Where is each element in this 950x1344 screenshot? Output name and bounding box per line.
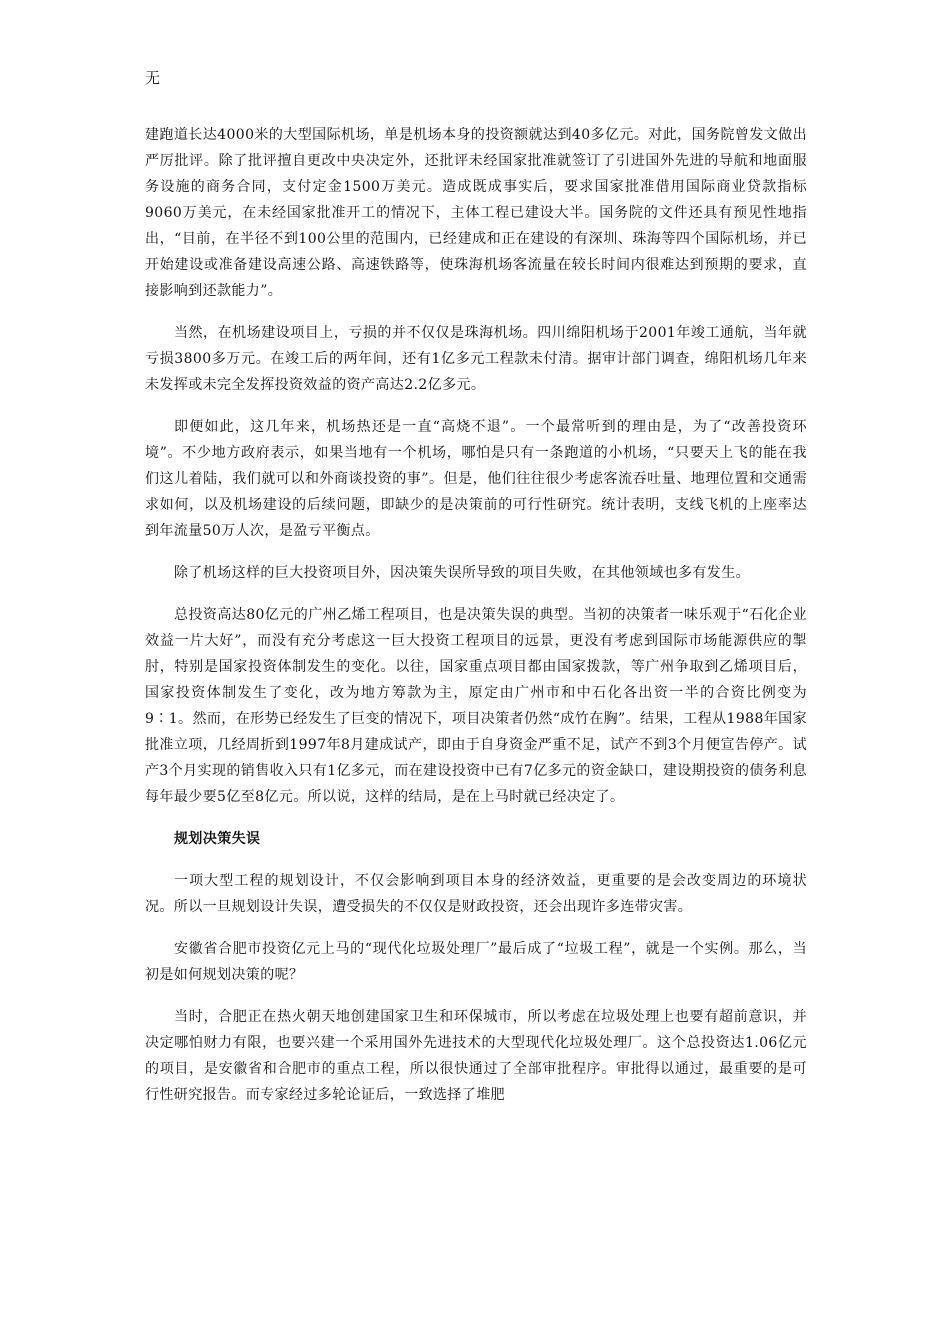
- paragraph-airport-zhuhai: 建跑道长达4000米的大型国际机场，单是机场本身的投资额就达到40多亿元。对此，国务院曾发文做出严厉批评。除了批评擅自更改中央决定外，还批评未经国家批准就签订了引进国外先进的导航和地面服务设施的商务合同，支付定金1500万美元。造成既成事实后，要求国家批准借用国际商业贷款指标9060万美元，在未经国家批准开工的情况下，主体工程已建设大半。国务院的文件还具有预见性地指出，“目前，在半径不到100公里的范围内，已经建成和正在建设的有深圳、珠海等四个国际机场，并已开始建设或准备建设高速公路、高速铁路等，使珠海机场客流量在较长时间内很难达到预期的要求，直接影响到还款能力”。: [145, 127, 807, 299]
- article-body: [145, 122, 807, 1124]
- paragraph-airport-fever: 即便如此，这几年来，机场热还是一直“高烧不退”。一个最常听到的理由是，为了“改善投资环境”。不少地方政府表示，如果当地有一个机场，哪怕是只有一条跑道的小机场，“只要天上飞的能在我们这儿着陆，我们就可以和外商谈投资的事”。但是，他们往往很少考虑客流吞吐量、地理位置和交通需求如何，以及机场建设的后续问题，即缺少的是决策前的可行性研究。统计表明，支线飞机的上座率达到年流量50万人次，是盈亏平衡点。: [145, 419, 807, 539]
- section-heading: 规划决策失误: [174, 831, 261, 847]
- paragraph-guangzhou-ethylene: 总投资高达80亿元的广州乙烯工程项目，也是决策失误的典型。当初的决策者一味乐观于“石化企业效益一片大好”，而没有充分考虑这一巨大投资工程项目的远景，更没有考虑到国际市场能源供应的掣肘，特别是国家投资体制发生的变化。以往，国家重点项目都由国家拨款，等广州争取到乙烯项目后，国家投资体制发生了变化，改为地方筹款为主，原定由广州市和中石化各出资一半的合资比例变为9∶1。然而，在形势已经发生了巨变的情况下，项目决策者仍然“成竹在胸”。结果，工程从1988年国家批准立项，几经周折到1997年8月建成试产，即由于自身资金严重不足，试产不到3个月便宣告停产。试产3个月实现的销售收入只有1亿多元，而在建设投资中已有7亿多元的资金缺口，建设期投资的债务利息每年最少要5亿至8亿元。所以说，这样的结局，是在上马时就已经决定了。: [145, 607, 807, 805]
- paragraph-planning-design: 一项大型工程的规划设计，不仅会影响到项目本身的经济效益，更重要的是会改变周边的环境状况。所以一旦规划设计失误，遭受损失的不仅仅是财政投资，还会出现许多连带灾害。: [145, 873, 807, 915]
- paragraph-hefei-details: 当时，合肥正在热火朝天地创建国家卫生和环保城市，所以考虑在垃圾处理上也要有超前意识，并决定哪怕财力有限，也要兴建一个采用国外先进技术的大型现代化垃圾处理厂。这个总投资达1.06亿元的项目，是安徽省和合肥市的重点工程，所以很快通过了全部审批程序。审批得以通过，最重要的是可行性研究报告。而专家经过多轮论证后，一致选择了堆肥: [145, 1009, 807, 1103]
- paragraph-other-fields: 除了机场这样的巨大投资项目外，因决策失误所导致的项目失败，在其他领域也多有发生。: [174, 565, 750, 581]
- paragraph-hefei-example: 安徽省合肥市投资亿元上马的“现代化垃圾处理厂”最后成了“垃圾工程”，就是一个实例。那么，当初是如何规划决策的呢？: [145, 941, 807, 983]
- page-header: 无: [145, 69, 161, 87]
- paragraph-mianyang-airport: 当然，在机场建设项目上，亏损的并不仅仅是珠海机场。四川绵阳机场于2001年竣工通航，当年就亏损3800多万元。在竣工后的两年间，还有1亿多元工程款未付清。据审计部门调查，绵阳机场几年来未发挥或未完全发挥投资效益的资产高达2.2亿多元。: [145, 325, 807, 393]
